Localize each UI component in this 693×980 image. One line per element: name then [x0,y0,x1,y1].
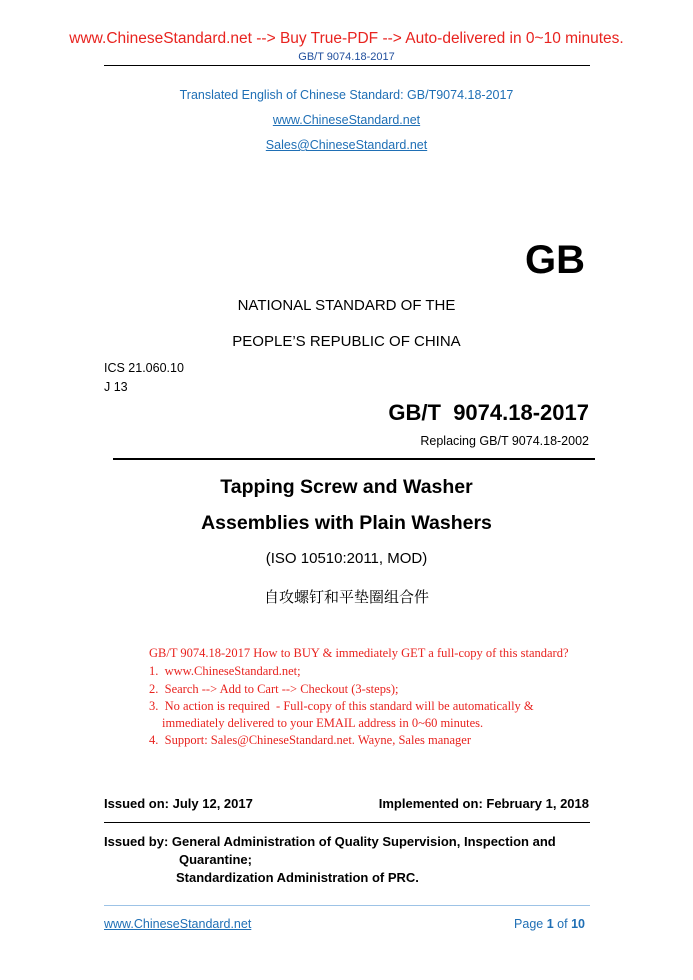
page-number [514,917,585,931]
implemented-date: Implemented on: February 1, 2018 [378,796,589,811]
page-current: 1 [546,917,554,931]
ics-code: ICS 21.060.10 [104,361,184,375]
buy-step-3: 3. No action is required - Full-copy of this standard will be automatically & [149,699,534,713]
title-divider [113,458,595,460]
page-of: of [557,917,568,931]
gb-mark: GB [525,238,585,282]
page-label: Page [514,917,544,931]
sales-email-link[interactable]: Sales@ChineseStandard.net [265,138,428,152]
national-standard-line2: PEOPLE’S REPUBLIC OF CHINA [232,333,461,350]
footer-website-link[interactable]: www.ChineseStandard.net [104,917,252,931]
buy-step-1: 1. www.ChineseStandard.net; [149,664,301,678]
national-standard-line1: NATIONAL STANDARD OF THE [237,297,456,314]
buy-step-3-continued: immediately delivered to your EMAIL address in 0~60 minutes. [162,716,484,730]
document-title-line1: Tapping Screw and Washer [220,476,473,498]
replacing-standard: Replacing GB/T 9074.18-2002 [420,434,589,448]
page-total: 10 [571,917,585,931]
issuer-line1: Issued by: General Administration of Quality Supervision, Inspection and [104,834,556,849]
promo-banner[interactable]: www.ChineseStandard.net --> Buy True-PDF --> Auto-delivered in 0~10 minutes. [69,30,624,47]
document-title-line2: Assemblies with Plain Washers [201,512,492,534]
footer-divider [104,905,590,906]
dates-divider [104,822,590,823]
iso-reference: (ISO 10510:2011, MOD) [265,550,428,567]
issuer-line3: Standardization Administration of PRC. [176,870,419,885]
issued-date: Issued on: July 12, 2017 [104,796,253,811]
issuer-line2: Quarantine; [179,852,252,867]
buy-step-4: 4. Support: Sales@ChineseStandard.net. Wayne, Sales manager [149,733,472,747]
header-standard-code: GB/T 9074.18-2017 [298,51,395,63]
chinese-title: 自攻螺钉和平垫圈组合件 [263,588,429,606]
standard-number: GB/T 9074.18-2017 [388,400,589,425]
header-divider [104,65,590,66]
translation-line: Translated English of Chinese Standard: GB/T9074.18-2017 [179,88,514,102]
website-link[interactable]: www.ChineseStandard.net [272,113,421,127]
buy-step-2: 2. Search --> Add to Cart --> Checkout (3-steps); [149,682,399,696]
j-code: J 13 [104,380,128,394]
buy-notice-heading: GB/T 9074.18-2017 How to BUY & immediately GET a full-copy of this standard? [149,646,569,660]
